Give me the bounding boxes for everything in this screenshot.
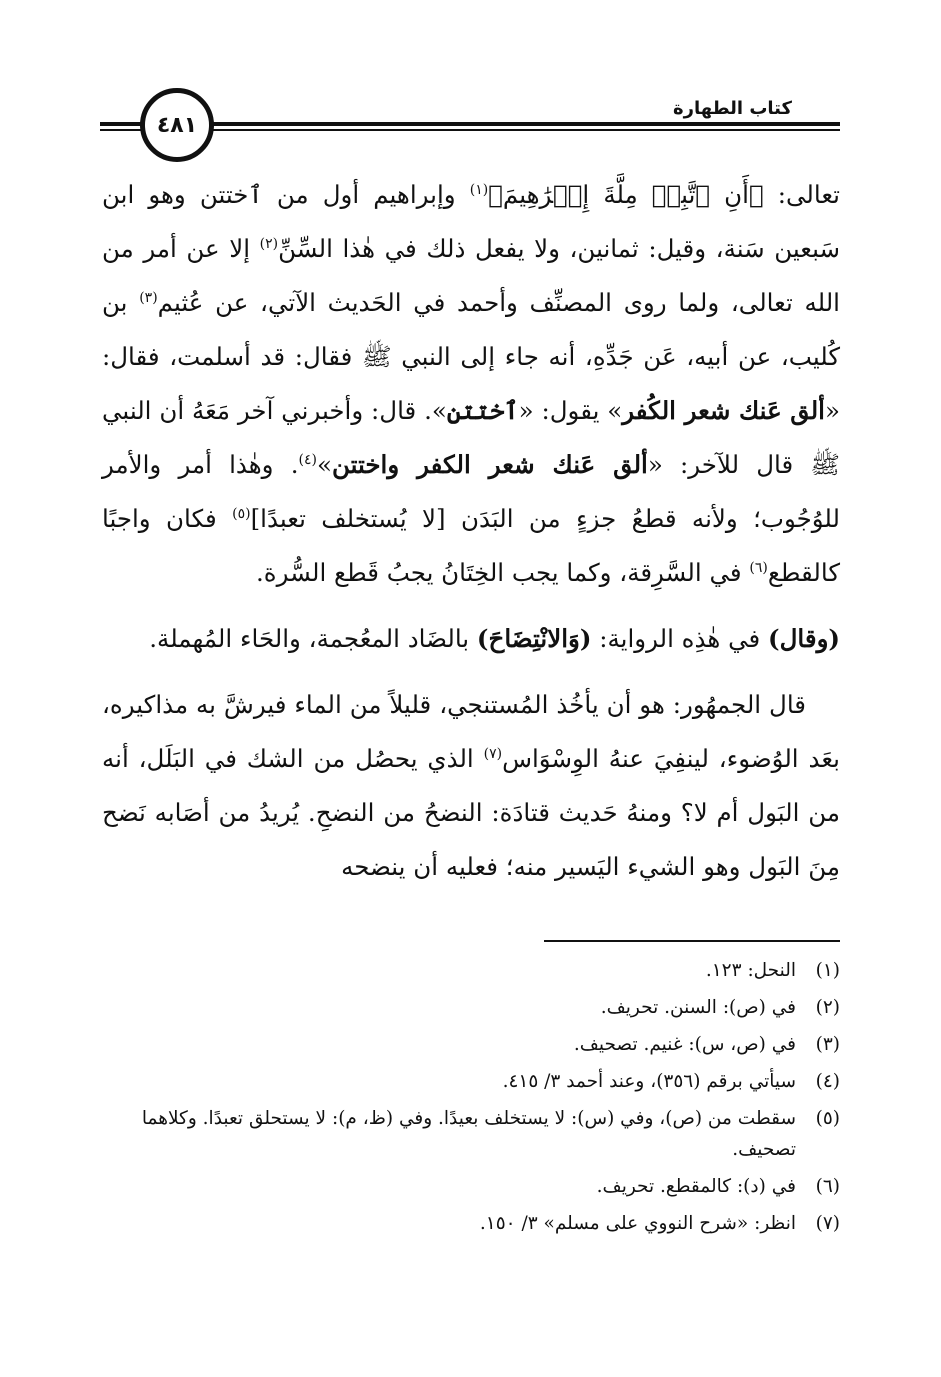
text-segment: . وهٰذا أمر والأمر للوُجُوب؛ ولأنه قطعُ جزءٍ من البَدَن [لا يُستخلف تعبدًا] <box>102 450 840 533</box>
footnote <box>102 992 840 1023</box>
footnote-ref: (٦) <box>749 559 768 576</box>
footnote-ref: (٣) <box>139 289 158 306</box>
bold-text: (وقال) <box>768 624 840 653</box>
bold-text: ألق عَنك شعر الكُفر <box>622 396 825 425</box>
footnote-text: انظر: «شرح النووي على مسلم» ٣/ ١٥٠. <box>479 1213 796 1234</box>
footnote-ref: (٢) <box>259 235 279 252</box>
footnote-ref: (٧) <box>483 745 503 762</box>
footnote-number: (٤) <box>815 1071 840 1092</box>
text-segment: » <box>316 450 332 479</box>
paragraph <box>102 168 840 600</box>
text-segment: في هٰذِه الرواية: <box>591 624 768 653</box>
text-segment: إلا عن أمر من الله تعالى، ولما روى المصنِّف وأحمد في الحَديث الآتي، عن عُثيم <box>102 234 840 317</box>
footnote <box>102 1171 840 1202</box>
page-number: ٤٨١ <box>156 112 198 138</box>
text-segment: ». قال: وأخبرني آخر مَعَهُ أن النبي ﷺ قال للآخر: « <box>102 396 840 479</box>
text-segment: قال الجمهُور: هو أن يأخُذ المُستنجي، قليلاً من الماء فيرشَّ به مذاكيره، بعَد الوُضوء، لينفِيَ عنهُ الوِسْوَاس <box>102 690 840 773</box>
footnote-ref: (١) <box>469 181 489 198</box>
footnote-text: في (د): كالمقطع. تحريف. <box>596 1176 796 1197</box>
text-segment: فكان واجبًا كالقطع <box>102 504 840 587</box>
text-segment: تعالى: ﴿أَنِ ٱتَّبِعۡ مِلَّةَ إِبۡرَٰهِيمَ﴾ <box>488 180 840 209</box>
footnote <box>102 1208 840 1239</box>
paragraph <box>102 678 840 894</box>
bold-text: (وَالانْتِضَاحَ) <box>476 624 592 653</box>
bold-text: ٱختتن <box>446 396 519 425</box>
footnote <box>102 955 840 986</box>
paragraph <box>102 612 840 666</box>
footnote-text: النحل: ١٢٣. <box>705 960 796 981</box>
main-text <box>102 168 840 894</box>
footnote-number: (٥) <box>815 1108 840 1129</box>
footnote-number: (٧) <box>815 1213 840 1234</box>
text-segment: وإبراهيم أول من ٱختتن وهو ابن سَبعين سَنة، وقيل: ثمانين، ولا يفعل ذلك في هٰذا السِّنِّ <box>102 180 840 263</box>
footnote-text: سيأتي برقم (٣٥٦)، وعند أحمد ٣/ ٤١٥. <box>502 1071 796 1092</box>
footnote-number: (٣) <box>815 1034 840 1055</box>
footnote-separator <box>544 940 840 942</box>
footnote-text: سقطت من (ص)، وفي (س): لا يستخلف بعيدًا. وفي (ظ، م): لا يستحلق تعبدًا. وكلاهما تصحيف. <box>141 1108 796 1160</box>
footnotes-list <box>102 955 840 1245</box>
book-title: كتاب الطهارة <box>665 98 800 119</box>
footnote-number: (٢) <box>815 997 840 1018</box>
footnote-number: (١) <box>815 960 840 981</box>
text-segment: بالضَاد المعُجمة، والحَاء المُهملة. <box>149 624 477 653</box>
footnote <box>102 1066 840 1097</box>
bold-text: ألق عَنك شعر الكفر واختتن <box>331 450 648 479</box>
footnote <box>102 1029 840 1060</box>
footnote-ref: (٥) <box>232 505 251 522</box>
running-header <box>100 88 840 168</box>
footnote-ref: (٤) <box>298 451 317 468</box>
text-segment: » يقول: « <box>518 396 623 425</box>
footnote-text: في (ص): السنن. تحريف. <box>600 997 796 1018</box>
page-number-badge <box>140 88 214 162</box>
text-segment: في السَّرِقة، وكما يجب الخِتَانُ يجبُ قَطع السُّرة. <box>256 558 750 587</box>
footnote-text: في (ص، س): غنيم. تصحيف. <box>573 1034 796 1055</box>
footnote-number: (٦) <box>815 1176 840 1197</box>
text-segment: الذي يحصُل من الشك في البَلَل، أنه من البَول أم لا؟ ومنهُ حَديث قتادَة: النضحُ من النضحِ. يُريدُ من أصَابه نَضح مِنَ البَول وهو الشيء اليَسير منه؛ فعليه أن ينضحه <box>102 744 840 881</box>
footnote <box>102 1103 840 1165</box>
text-segment: بن كُليب، عن أبيه، عَن جَدِّهِ، أنه جاء إلى النبي ﷺ فقال: قد أسلمت، فقال: « <box>102 288 840 425</box>
